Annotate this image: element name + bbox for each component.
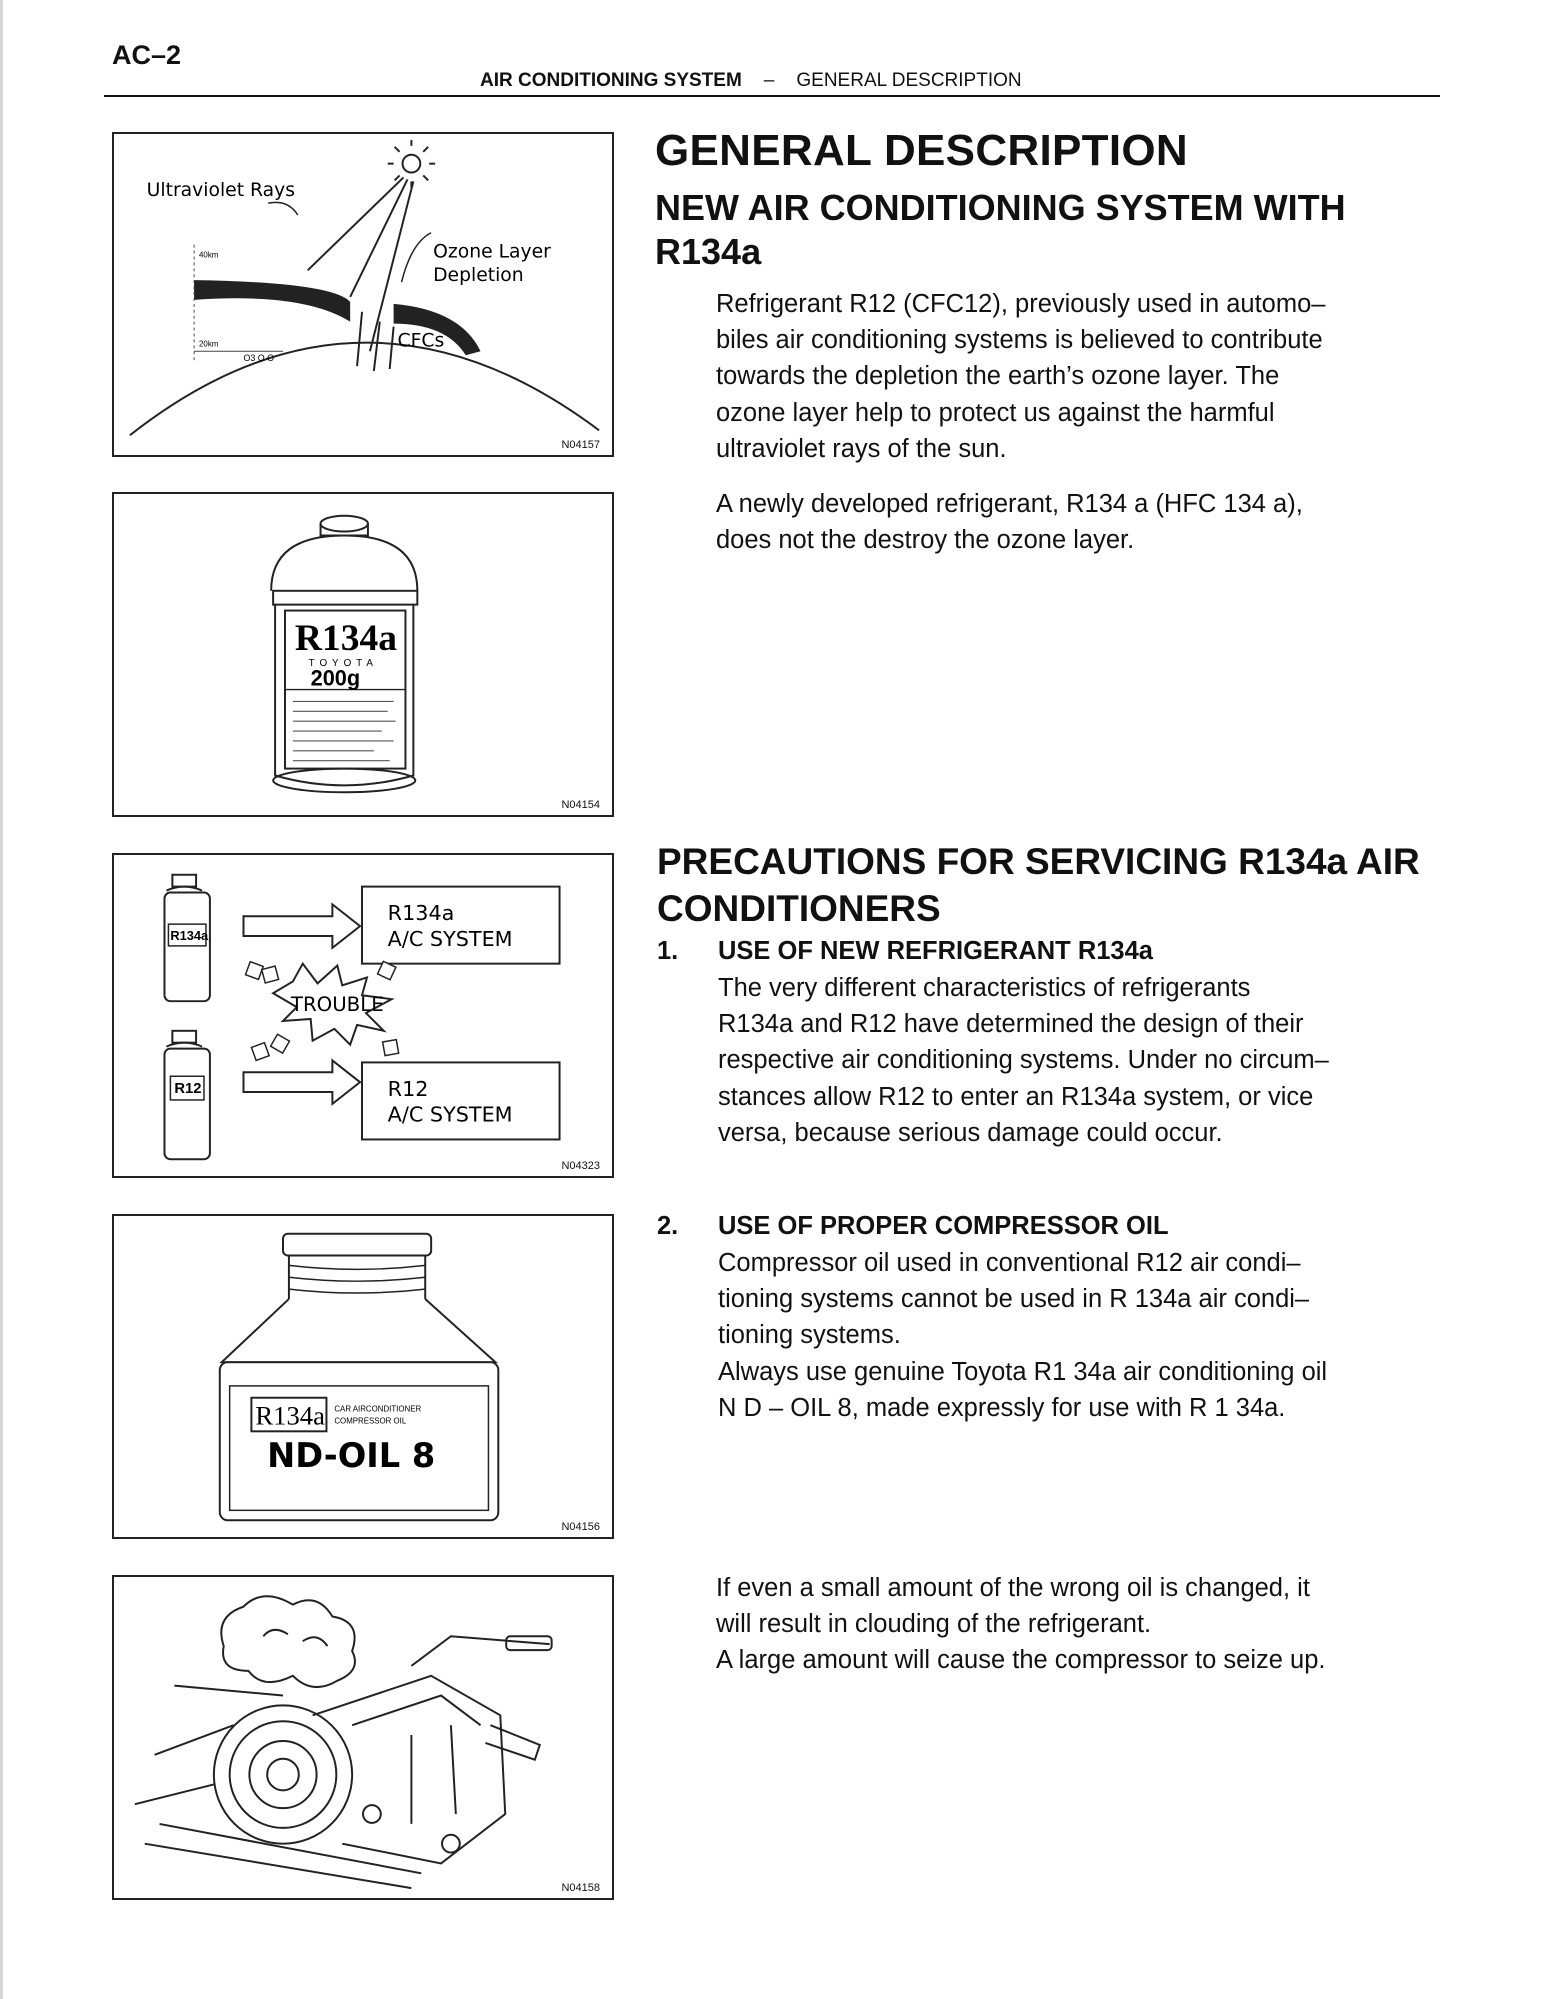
running-header-subsection: GENERAL DESCRIPTION [796,70,1022,91]
running-header-separator: – [763,70,775,91]
paragraph-r12 [716,286,1416,467]
header-rule [104,95,1440,97]
paragraph-line: tioning systems cannot be used in R 134a air condi– [718,1285,1310,1314]
paragraph-line: If even a small amount of the wrong oil is changed, it [716,1574,1310,1602]
oil-logo: R134a [255,1400,325,1431]
paragraph-line: will result in clouding of the refrigerant. [716,1610,1152,1639]
section-subtitle-line2: R134a [655,231,762,272]
paragraph-line: versa, because serious damage could occur. [718,1118,1223,1147]
oil-illustration [114,1216,612,1537]
section-subtitle [655,186,1495,274]
section-subtitle-line1: NEW AIR CONDITIONING SYSTEM WITH [655,187,1346,228]
item-1-number: 1. [657,937,679,965]
figure-code: N04154 [561,799,600,811]
ozone-label-uv: Ultraviolet Rays [146,180,295,202]
can-weight: 200g [310,665,361,691]
trouble-can1-label: R134a [170,927,209,943]
can-brand: R134a [294,618,397,660]
paragraph-line: stances allow R12 to enter an R134a system, or vice [718,1082,1314,1111]
paragraph-line: respective air conditioning systems. Under no circum– [718,1046,1329,1075]
item-1-heading: USE OF NEW REFRIGERANT R134a [718,937,1153,965]
paragraph-line: Always use genuine Toyota R1 34a air conditioning oil [718,1357,1328,1386]
figure-trouble [112,853,614,1178]
precautions-heading-line2: CONDITIONERS [657,888,941,929]
item-1-body [718,970,1418,1151]
ozone-label-layer: Ozone Layer [433,241,551,263]
running-header [480,70,1022,92]
paragraph-line: biles air conditioning systems is believed to contribute [716,326,1323,355]
page-number: AC–2 [112,40,182,70]
figure-oil-can [112,1214,614,1539]
figure-code: N04157 [561,439,600,451]
svg-text:O3 O O: O3 O O [243,353,275,364]
ozone-label-depletion: Depletion [433,265,524,287]
ozone-illustration [114,134,612,455]
paragraph-line: A newly developed refrigerant, R134 a (HFC 134 a), [716,490,1303,518]
trouble-box1-line1: R134a [387,901,455,926]
page-edge [0,0,3,1999]
paragraph-line: Refrigerant R12 (CFC12), previously used in automo– [716,290,1326,318]
paragraph-line: R134a and R12 have determined the design of their [718,1010,1304,1039]
trouble-illustration [114,855,612,1176]
paragraph-oil-warning [716,1570,1416,1679]
paragraph-line: ultraviolet rays of the sun. [716,434,1007,463]
paragraph-line: The very different characteristics of refrigerants [718,974,1251,1002]
paragraph-line: does not the destroy the ozone layer. [716,526,1135,555]
precautions-heading [657,838,1497,932]
paragraph-line: Compressor oil used in conventional R12 air condi– [718,1249,1301,1277]
page-title: GENERAL DESCRIPTION [655,126,1188,175]
svg-text:20km: 20km [199,339,219,349]
paragraph-r134a [716,486,1416,558]
paragraph-line: A large amount will cause the compressor to seize up. [716,1646,1326,1675]
trouble-burst-label: TROUBLE [290,993,384,1017]
figure-compressor [112,1575,614,1900]
figure-code: N04323 [561,1160,600,1172]
figure-code: N04156 [561,1521,600,1533]
figure-code: N04158 [561,1882,600,1894]
trouble-can2-label: R12 [174,1081,202,1098]
oil-product: ND-OIL 8 [267,1435,436,1475]
can-maker: TOYOTA [308,657,378,669]
trouble-box2-line1: R12 [387,1076,429,1101]
paragraph-line: ozone layer help to protect us against the harmful [716,398,1275,427]
compressor-illustration [114,1577,612,1898]
ozone-label-cfcs: CFCs [397,330,445,352]
paragraph-line: towards the depletion the earth’s ozone layer. The [716,362,1280,391]
item-2-heading: USE OF PROPER COMPRESSOR OIL [718,1212,1169,1240]
trouble-box1-line2: A/C SYSTEM [387,926,513,951]
svg-text:40km: 40km [199,250,219,260]
paragraph-line: tioning systems. [718,1321,901,1350]
figure-ozone-depletion [112,132,614,457]
oil-small-1: CAR AIRCONDITIONER [334,1404,422,1414]
item-2-number: 2. [657,1212,679,1240]
running-header-section: AIR CONDITIONING SYSTEM [480,70,742,91]
oil-small-2: COMPRESSOR OIL [334,1416,407,1426]
precautions-heading-line1: PRECAUTIONS FOR SERVICING R134a AIR [657,841,1420,882]
figure-refrigerant-can [112,492,614,817]
item-2-body [718,1245,1418,1426]
trouble-box2-line2: A/C SYSTEM [387,1102,513,1127]
paragraph-line: N D – OIL 8, made expressly for use with R 1 34a. [718,1393,1286,1422]
can-illustration [114,494,612,815]
